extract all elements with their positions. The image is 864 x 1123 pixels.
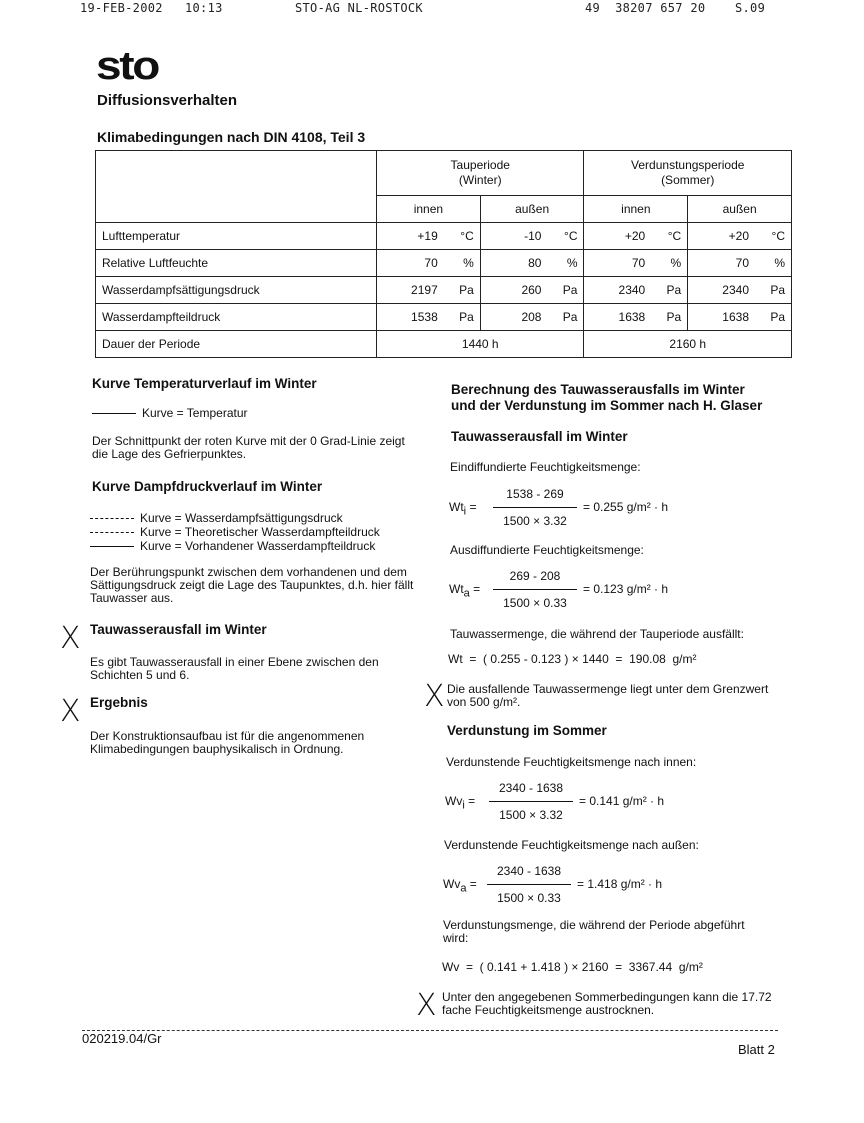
table-cell: +20 °C xyxy=(688,223,792,250)
row-label: Wasserdampfsättigungsdruck xyxy=(96,277,377,304)
summer-total-label: Verdunstungsmenge, die während der Periode abgeführt wird: xyxy=(443,918,745,945)
empty-header-cell xyxy=(96,151,377,223)
table-cell: +20 °C xyxy=(584,223,688,250)
fax-number: 49 38207 657 20 xyxy=(585,1,706,15)
table-row xyxy=(96,277,792,304)
sheet-number: Blatt 2 xyxy=(738,1042,775,1057)
fax-page: S.09 xyxy=(735,1,766,15)
formula-wv-i: $Wv_i$ = 2340 - 1638 1500 × 3.32 = 0.141 g/m² · h xyxy=(445,781,665,822)
solid-line-icon xyxy=(92,413,136,414)
subheader-cell: innen xyxy=(377,196,481,223)
table-cell: 2340 Pa xyxy=(688,277,792,304)
table-cell: 1538 Pa xyxy=(377,304,481,331)
row-label: Lufttemperatur xyxy=(96,223,377,250)
table-cell: 208 Pa xyxy=(480,304,584,331)
formula-wv-total: Wv = ( 0.141 + 1.418 ) × 2160 = 3367.44 g/m² xyxy=(442,960,703,974)
subheader-cell: innen xyxy=(584,196,688,223)
summer-note: Unter den angegebenen Sommerbedingungen kann die 17.72 fache Feuchtigkeitsmenge austrocknen. xyxy=(442,990,772,1017)
row-label: Dauer der Periode xyxy=(96,331,377,358)
temp-curve-text: Der Schnittpunkt der roten Kurve mit der 0 Grad-Linie zeigt die Lage des Gefrierpunktes. xyxy=(92,434,405,461)
vapor-curve-text: Der Berührungspunkt zwischen dem vorhandenen und dem Sättigungsdruck zeigt die Lage des Taupunktes, d.h. hier fällt Tauwasser aus. xyxy=(90,565,414,605)
dashed-line-icon xyxy=(90,532,134,533)
vapor-curve-heading: Kurve Dampfdruckverlauf im Winter xyxy=(92,479,323,494)
temp-curve-heading: Kurve Temperaturverlauf im Winter xyxy=(92,376,317,391)
solid-line-icon xyxy=(90,546,134,547)
fax-sender: STO-AG NL-ROSTOCK xyxy=(295,1,423,15)
condensation-text: Es gibt Tauwasserausfall in einer Ebene zwischen den Schichten 5 und 6. xyxy=(90,655,379,682)
table-cell: 2197 Pa xyxy=(377,277,481,304)
check-mark-icon: X xyxy=(60,621,81,656)
table-row-duration xyxy=(96,331,792,358)
fax-time: 10:13 xyxy=(185,1,223,15)
calc-heading-line2: und der Verdunstung im Sommer nach H. Glaser xyxy=(451,398,763,413)
summer-in-label: Verdunstende Feuchtigkeitsmenge nach innen: xyxy=(446,755,697,769)
row-label: Relative Luftfeuchte xyxy=(96,250,377,277)
formula-wt-total: Wt = ( 0.255 - 0.123 ) × 1440 = 190.08 g/m² xyxy=(448,652,697,666)
vapor-legend-theoretical: Kurve = Theoretischer Wasserdampfteildruck xyxy=(90,525,380,539)
header-summer-period: Verdunstungsperiode (Sommer) xyxy=(584,151,792,196)
subheader-cell: außen xyxy=(688,196,792,223)
table-row xyxy=(96,250,792,277)
calc-heading-line1: Berechnung des Tauwasserausfalls im Winter xyxy=(451,382,745,397)
table-row xyxy=(96,223,792,250)
winter-in-label: Eindiffundierte Feuchtigkeitsmenge: xyxy=(450,460,641,474)
table-row xyxy=(96,304,792,331)
table-cell: 70 % xyxy=(584,250,688,277)
table-cell: 2340 Pa xyxy=(584,277,688,304)
winter-out-label: Ausdiffundierte Feuchtigkeitsmenge: xyxy=(450,543,644,557)
table-cell: 80 % xyxy=(480,250,584,277)
sto-logo: sto xyxy=(96,44,159,88)
row-label: Wasserdampfteildruck xyxy=(96,304,377,331)
table-cell: -10 °C xyxy=(480,223,584,250)
check-mark-icon: X xyxy=(416,988,437,1023)
result-heading: Ergebnis xyxy=(90,695,148,710)
header-winter-period: Tauperiode (Winter) xyxy=(377,151,584,196)
fax-header xyxy=(80,0,780,16)
table-cell: +19 °C xyxy=(377,223,481,250)
formula-wt-a: $Wt_a$ = 269 - 208 1500 × 0.33 = 0.123 g/m² · h xyxy=(449,569,669,610)
winter-total-label: Tauwassermenge, die während der Tauperiode ausfällt: xyxy=(450,627,744,641)
dash-dot-line-icon xyxy=(90,518,134,519)
check-mark-icon: X xyxy=(424,679,445,714)
climate-table xyxy=(95,150,792,358)
winter-note: Die ausfallende Tauwassermenge liegt unter dem Grenzwert von 500 g/m². xyxy=(447,682,769,709)
result-text: Der Konstruktionsaufbau ist für die angenommenen Klimabedingungen bauphysikalisch in Ordnung. xyxy=(90,729,365,756)
climate-section-title: Klimabedingungen nach DIN 4108, Teil 3 xyxy=(97,129,366,145)
condensation-heading: Tauwasserausfall im Winter xyxy=(90,622,267,637)
vapor-legend-existing: Kurve = Vorhandener Wasserdampfteildruck xyxy=(90,539,375,553)
vapor-legend-saturation: Kurve = Wasserdampfsättigungsdruck xyxy=(90,511,343,525)
table-cell: 70 % xyxy=(688,250,792,277)
summer-out-label: Verdunstende Feuchtigkeitsmenge nach außen: xyxy=(444,838,699,852)
formula-wt-i: $Wt_i$ = 1538 - 269 1500 × 3.32 = 0.255 g/m² · h xyxy=(449,487,669,528)
table-header-row xyxy=(96,151,792,196)
table-cell: 1638 Pa xyxy=(688,304,792,331)
duration-summer: 2160 h xyxy=(584,331,792,358)
subheader-cell: außen xyxy=(480,196,584,223)
duration-winter: 1440 h xyxy=(377,331,584,358)
fax-date: 19-FEB-2002 xyxy=(80,1,163,15)
temp-legend: Kurve = Temperatur xyxy=(92,406,248,420)
summer-heading: Verdunstung im Sommer xyxy=(447,723,607,738)
footer-divider xyxy=(82,1030,778,1031)
table-cell: 260 Pa xyxy=(480,277,584,304)
table-cell: 1638 Pa xyxy=(584,304,688,331)
table-cell: 70 % xyxy=(377,250,481,277)
document-number: 020219.04/Gr xyxy=(82,1031,162,1046)
winter-heading: Tauwasserausfall im Winter xyxy=(451,429,628,444)
check-mark-icon: X xyxy=(60,694,81,729)
document-title: Diffusionsverhalten xyxy=(97,92,238,109)
formula-wv-a: $Wv_a$ = 2340 - 1638 1500 × 0.33 = 1.418 g/m² · h xyxy=(443,864,663,905)
